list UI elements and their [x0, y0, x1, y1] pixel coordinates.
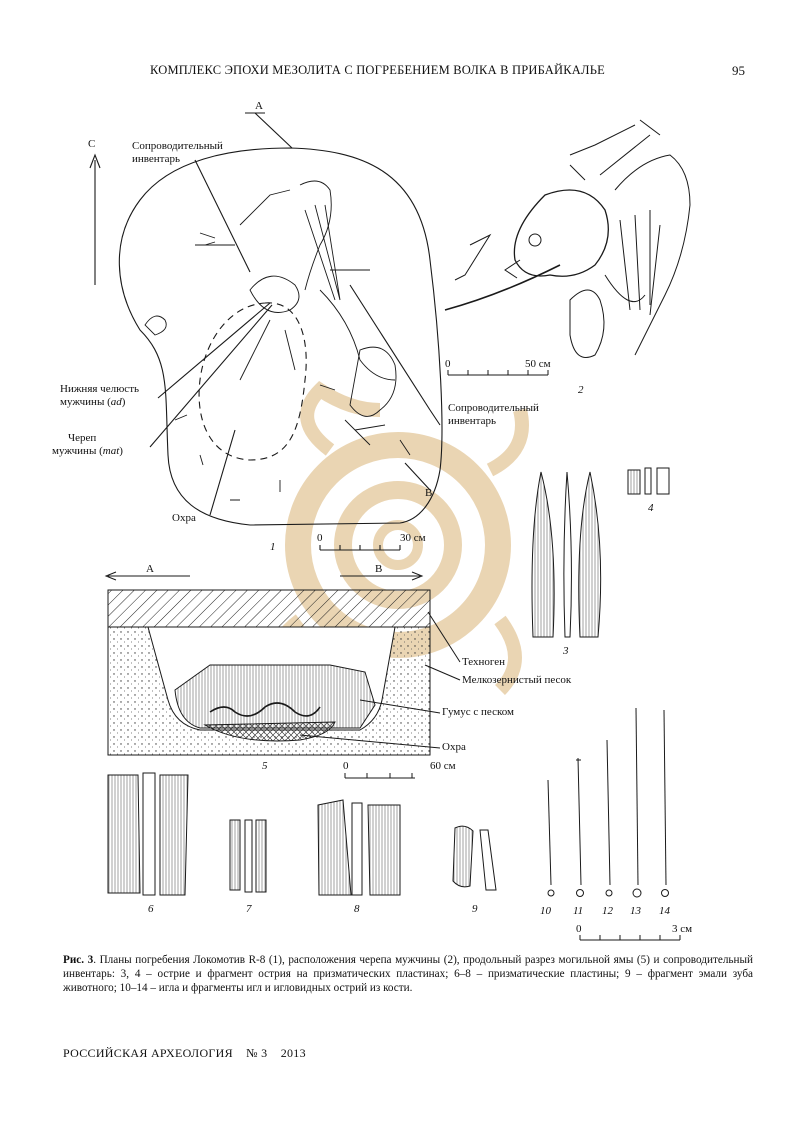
inventory-label-top-1: Сопроводительный — [132, 140, 223, 152]
section-scale-zero: 0 — [343, 760, 349, 772]
figure-number-11: 11 — [573, 905, 584, 917]
artifact-fragment — [628, 468, 669, 494]
plan-scale-zero: 0 — [317, 532, 323, 544]
page-number: 95 — [732, 63, 745, 78]
ochre-label-plan: Охра — [172, 512, 196, 524]
inventory-label-right-2: инвентарь — [448, 415, 497, 427]
figure-number-3: 3 — [563, 645, 569, 657]
north-label: С — [88, 138, 96, 150]
inventory-label-top-2: инвентарь — [132, 153, 181, 165]
running-title: КОМПЛЕКС ЭПОХИ МЕЗОЛИТА С ПОГРЕБЕНИЕМ ВОЛКА В ПРИБАЙКАЛЬЕ — [150, 63, 605, 77]
section-a-label: А — [255, 100, 263, 112]
sand-label: Мелкозернистый песок — [462, 674, 572, 686]
figure-number-5: 5 — [262, 760, 268, 772]
skull-view — [445, 120, 690, 375]
figure-caption — [63, 953, 753, 996]
figure-number-9: 9 — [472, 903, 478, 915]
figure-number-13: 13 — [630, 905, 641, 917]
figure-number-1: 1 — [270, 541, 276, 553]
section-scale-label: 60 см — [430, 760, 456, 772]
journal-name: РОССИЙСКАЯ АРХЕОЛОГИЯ — [63, 1046, 233, 1060]
skull-scale-label: 50 см — [525, 358, 551, 370]
figure-number-2: 2 — [578, 384, 584, 396]
journal-year: 2013 — [280, 1046, 306, 1060]
ochre-label-section: Охра — [442, 741, 466, 753]
artifact-point — [532, 472, 601, 637]
needles-scale-label: 3 см — [672, 923, 693, 935]
artifact-blades — [108, 773, 496, 895]
figure-number-14: 14 — [659, 905, 670, 917]
jaw-label-2: мужчины (ad) — [60, 396, 126, 408]
needles-scale-zero: 0 — [576, 923, 582, 935]
inventory-label-right-1: Сопроводительный — [448, 402, 539, 414]
technogen-label: Техноген — [462, 656, 506, 668]
caption-label: Рис. 3 — [63, 954, 94, 966]
skull-label-1: Череп — [68, 432, 97, 444]
section-a-arrow-label: А — [146, 563, 154, 575]
jaw-label-1: Нижняя челюсть — [60, 383, 140, 395]
figure-number-8: 8 — [354, 903, 360, 915]
section-b-label: В — [425, 487, 433, 499]
figure-number-6: 6 — [148, 903, 154, 915]
journal-footer — [63, 1046, 306, 1061]
skull-label-2: мужчины (mat) — [52, 445, 123, 457]
caption-text: . Планы погребения Локомотив R-8 (1), расположения черепа мужчины (2), продольный разрез могильной ямы (5) и сопроводительный инвентарь: 3, 4 – острие и фрагмент острия на призматических пластинах; 6–8 – призматические пластины; 9 – фрагмент эмали зуба животного; 10–14 – игла и фрагменты игл и игловидных острий из кости. — [63, 954, 753, 995]
skull-scale-zero: 0 — [445, 358, 451, 370]
plan-scale-label: 30 см — [400, 532, 426, 544]
figure-number-7: 7 — [246, 903, 252, 915]
pit-section — [106, 572, 460, 778]
figure-number-12: 12 — [602, 905, 613, 917]
section-b-arrow-label: В — [375, 563, 383, 575]
humus-label: Гумус с песком — [442, 706, 514, 718]
figure-number-10: 10 — [540, 905, 551, 917]
journal-issue: № 3 — [246, 1046, 268, 1060]
figure-number-4: 4 — [648, 502, 654, 514]
